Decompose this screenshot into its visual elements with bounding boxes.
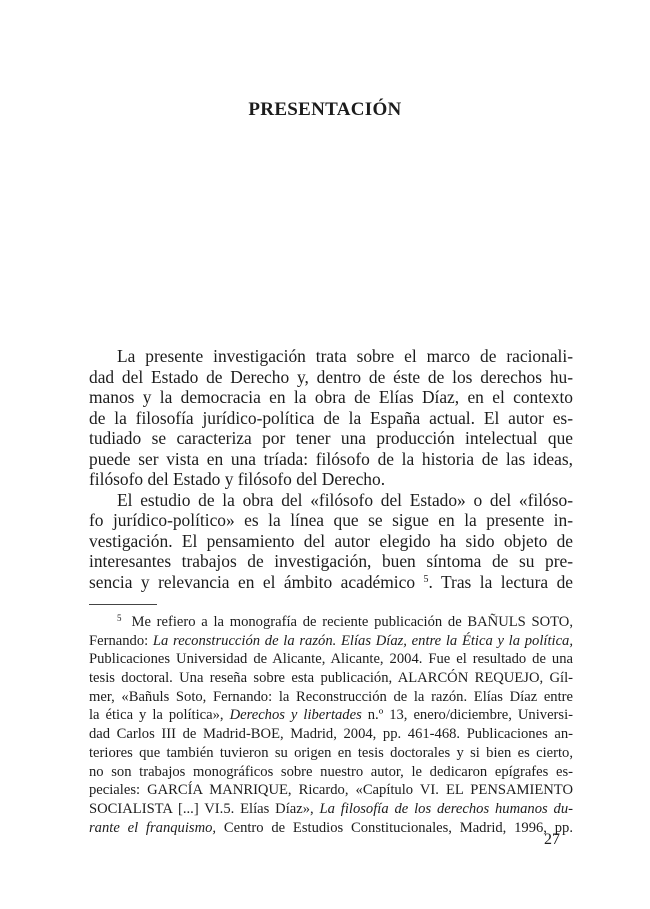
footnote-line	[89, 819, 573, 838]
footnote-line: mer, «Bañuls Soto, Fernando: la Reconstrucción de la razón. Elías Díaz entre	[89, 688, 573, 705]
body-line: dad del Estado de Derecho y, dentro de éste de los derechos hu-	[89, 366, 573, 387]
footnote-line: no son trabajos monográficos sobre nuestro autor, le dedicaron epígrafes es-	[89, 763, 573, 780]
footnote-marker: 5	[117, 613, 122, 623]
footnote-line: peciales: GARCÍA MANRIQUE, Ricardo, «Capítulo VI. EL PENSAMIENTO	[89, 782, 573, 799]
body-line: La presente investigación trata sobre el marco de racionali-	[117, 346, 573, 366]
body-text-run: . Tras la lectura de	[428, 571, 573, 592]
body-line: puede ser vista en una tríada: filósofo de la historia de las ideas,	[89, 448, 573, 469]
footnote-text: Centro de Estudios Constitucionales, Madrid, 1996, pp.	[216, 819, 573, 836]
footnote-text: n.º 13, enero/diciembre, Universi-	[361, 707, 574, 724]
footnotes	[89, 613, 573, 837]
footnote-line: Publicaciones Universidad de Alicante, Alicante, 2004. Fue el resultado de una	[89, 651, 573, 668]
footnote-text: Fernando:	[89, 632, 153, 649]
footnote-text: Me refiero a la monografía de reciente publicación de BAÑULS SOTO,	[131, 614, 573, 630]
body-line: interesantes trabajos de investigación, buen síntoma de su pre-	[89, 551, 573, 571]
body-text-run: sencia y relevancia en el ámbito académico	[89, 571, 416, 592]
footnote-italic-title: La filosofía de los derechos humanos du-	[319, 800, 574, 817]
footnote-text: SOCIALISTA [...] VI.5. Elías Díaz»,	[89, 800, 320, 817]
body-line: de la filosofía jurídico-política de la España actual. El autor es-	[89, 407, 573, 428]
body-line: manos y la democracia en la obra de Elías Díaz, en el contexto	[89, 387, 573, 407]
footnote-reference[interactable]: 5	[423, 573, 429, 585]
footnote-line	[89, 613, 573, 632]
page-number: 27	[544, 831, 560, 848]
body-line: vestigación. El pensamiento del autor elegido ha sido objeto de	[89, 530, 573, 551]
footnote-italic-title: rante el franquismo,	[89, 819, 217, 836]
page-title: PRESENTACIÓN	[248, 99, 402, 120]
footnote-separator	[89, 604, 157, 605]
footnote-line	[89, 632, 573, 651]
body-line: El estudio de la obra del «filósofo del Estado» o del «filóso-	[117, 489, 573, 510]
body-line: tudiado se caracteriza por tener una producción intelectual que	[89, 428, 573, 448]
footnote-italic-title: La reconstrucción de la razón. Elías Díaz, entre la Ética y la política,	[152, 632, 573, 649]
body-text	[89, 346, 573, 592]
footnote-line: teriores que también tuvieron su origen en tesis doctorales y si bien es cierto,	[89, 744, 573, 761]
footnote-line: dad Carlos III de Madrid-BOE, Madrid, 2004, pp. 461-468. Publicaciones an-	[89, 726, 573, 743]
footnote-line	[89, 800, 573, 819]
footnote-line: tesis doctoral. Una reseña sobre esta publicación, ALARCÓN REQUEJO, Gíl-	[89, 670, 573, 687]
body-line: fo jurídico-político» es la línea que se sigue en la presente in-	[89, 510, 573, 530]
footnote-text: la ética y la política»,	[89, 707, 230, 724]
footnote-line	[89, 706, 573, 725]
footnote-italic-title: Derechos y libertades	[229, 707, 362, 724]
body-line	[89, 572, 573, 593]
body-line: filósofo del Estado y filósofo del Derecho.	[89, 469, 386, 489]
